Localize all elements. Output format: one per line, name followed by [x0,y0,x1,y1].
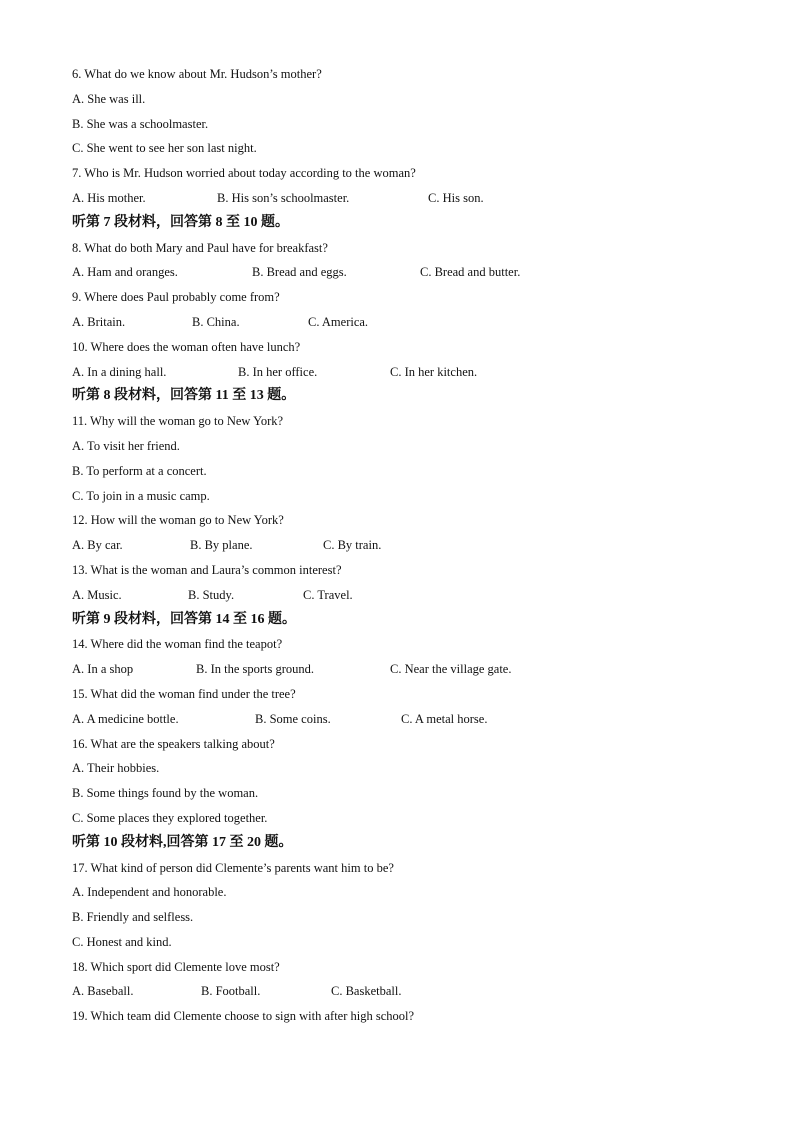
question-11-option-a: A. To visit her friend. [72,438,180,453]
question-11-option-b: B. To perform at a concert. [72,463,207,478]
question-17: 17. What kind of person did Clemente’s parents want him to be? [72,860,394,875]
question-15-option-a: A. A medicine bottle. [72,711,179,726]
question-10-option-b: B. In her office. [238,364,318,379]
question-17-option-b: B. Friendly and selfless. [72,910,194,925]
question-18: 18. Which sport did Clemente love most? [72,959,280,974]
question-11-option-c: C. To join in a music camp. [72,488,210,503]
question-7-option-c: C. His son. [428,190,484,205]
question-16-option-c: C. Some places they explored together. [72,810,268,825]
question-15: 15. What did the woman find under the tree? [72,686,296,701]
question-8-option-c: C. Bread and butter. [420,265,521,280]
question-6-option-c: C. She went to see her son last night. [72,141,257,156]
question-9-option-b: B. China. [192,314,240,329]
question-13-options [72,583,752,608]
question-6-option-b: B. She was a schoolmaster. [72,116,209,131]
question-9-option-c: C. America. [308,314,369,329]
question-8: 8. What do both Mary and Paul have for breakfast? [72,240,328,255]
question-7-option-b: B. His son’s schoolmaster. [217,190,350,205]
question-19: 19. Which team did Clemente choose to sign with after high school? [72,1009,415,1024]
question-14-options [72,657,752,682]
question-6: 6. What do we know about Mr. Hudson’s mother? [72,67,322,81]
question-14-option-c: C. Near the village gate. [390,662,512,677]
question-16-option-a: A. Their hobbies. [72,761,160,776]
question-14: 14. Where did the woman find the teapot? [72,637,283,652]
question-10-options [72,360,752,385]
question-12: 12. How will the woman go to New York? [72,513,284,528]
question-12-option-b: B. By plane. [190,538,253,553]
question-18-option-b: B. Football. [201,984,261,999]
question-10-option-c: C. In her kitchen. [390,364,478,379]
question-18-option-c: C. Basketball. [331,984,402,999]
section-heading-9: 听第 9 段材料，回答第 14 至 16 题。 [72,611,296,627]
question-6-option-a: A. She was ill. [72,91,146,106]
question-8-option-b: B. Bread and eggs. [252,265,347,280]
section-heading-7: 听第 7 段材料，回答第 8 至 10 题。 [72,214,289,230]
question-18-options [72,979,752,1004]
question-15-option-b: B. Some coins. [255,711,331,726]
question-18-option-a: A. Baseball. [72,984,134,999]
question-7: 7. Who is Mr. Hudson worried about today according to the woman? [72,166,416,181]
question-13-option-a: A. Music. [72,587,122,602]
question-12-option-a: A. By car. [72,538,123,553]
section-heading-10: 听第 10 段材料,回答第 17 至 20 题。 [72,834,293,850]
question-16-option-b: B. Some things found by the woman. [72,786,259,801]
question-9: 9. Where does Paul probably come from? [72,290,280,305]
question-12-options [72,533,752,558]
question-9-option-a: A. Britain. [72,314,126,329]
question-13-option-c: C. Travel. [303,587,353,602]
question-17-option-a: A. Independent and honorable. [72,885,227,900]
exam-page [72,62,752,1029]
question-10-option-a: A. In a dining hall. [72,364,167,379]
question-14-option-a: A. In a shop [72,662,134,677]
question-16: 16. What are the speakers talking about? [72,736,275,751]
question-11: 11. Why will the woman go to New York? [72,414,284,429]
question-8-option-a: A. Ham and oranges. [72,265,178,280]
question-15-options [72,707,752,732]
section-heading-8: 听第 8 段材料，回答第 11 至 13 题。 [72,388,296,404]
question-15-option-c: C. A metal horse. [401,711,488,726]
question-7-options [72,186,752,211]
question-9-options [72,310,752,335]
question-13-option-b: B. Study. [188,587,235,602]
question-13: 13. What is the woman and Laura’s common interest? [72,562,342,577]
question-8-options [72,260,752,285]
question-17-option-c: C. Honest and kind. [72,934,172,949]
question-14-option-b: B. In the sports ground. [196,662,315,677]
question-7-option-a: A. His mother. [72,190,146,205]
question-10: 10. Where does the woman often have lunch? [72,339,301,354]
question-12-option-c: C. By train. [323,538,382,553]
